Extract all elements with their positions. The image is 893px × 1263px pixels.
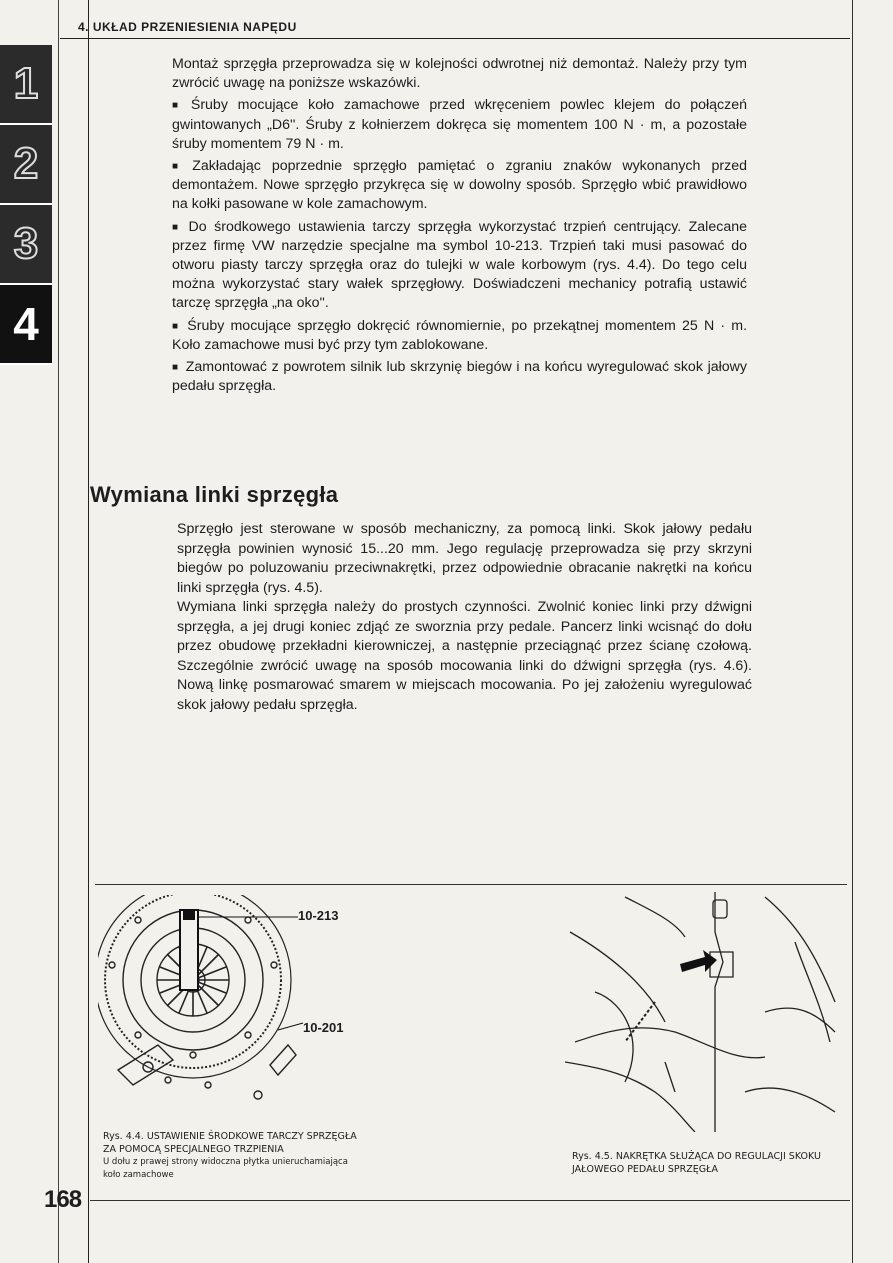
chapter-tabs bbox=[0, 45, 52, 365]
chapter-tab-1[interactable]: 1 bbox=[0, 45, 52, 125]
bullet-icon: ■ bbox=[172, 161, 186, 173]
section-paragraph: Wymiana linki sprzęgła należy do prostych czynności. Zwolnić koniec linki przy dźwigni sprzęgła, a jej drugi koniec zdjąć ze sworznia przy pedale. Pancerz linki wcisnąć do dołu przez obudowę przekładni kierowniczej, a następnie przeciągnąć przez ścianę czołową. Szczególnie zwrócić uwagę na sposób mocowania linki do dźwigni sprzęgła (rys. 4.6). Nową linkę posmarować smarem w miejscach mocowania. Po jej założeniu wyregulować skok jałowy pedału sprzęgła. bbox=[177, 599, 752, 713]
intro-paragraph: Montaż sprzęgła przeprowadza się w kolejności odwrotnej niż demontaż. Należy przy tym zwrócić uwagę na poniższe wskazówki. bbox=[172, 56, 747, 92]
page-number: 168 bbox=[44, 1186, 82, 1213]
left-margin-rule bbox=[88, 0, 89, 1263]
clutch-centering-illustration bbox=[98, 895, 318, 1125]
section-heading: Wymiana linki sprzęgła bbox=[90, 482, 339, 507]
header-rule bbox=[60, 38, 850, 39]
section-paragraph: Sprzęgło jest sterowane w sposób mechaniczny, za pomocą linki. Skok jałowy pedału sprzęgła powinien wynosić 15...20 mm. Jego regulację przeprowadza się przy skrzyni biegów po poluzowaniu przeciwnakrętki, przez odpowiednie obracanie nakrętki na końcu linki sprzęgła (rys. 4.5). bbox=[177, 521, 752, 596]
caption-title: JAŁOWEGO PEDAŁU SPRZĘGŁA bbox=[572, 1164, 718, 1175]
caption-note: U dołu z prawej strony widoczna płytka unieruchamiająca bbox=[103, 1157, 348, 1167]
bullet-paragraph: ■ Śruby mocujące koło zamachowe przed wkręceniem powlec klejem do połączeń gwintowanych „D6''. Śruby z kołnierzem dokręca się momentem 100 N · m, a pozostałe śruby momentem 79 N · m. bbox=[172, 97, 748, 152]
bullet-paragraph: ■ Do środkowego ustawienia tarczy sprzęgła wykorzystać trzpień centrujący. Zalecane przez firmę VW narzędzie specjalne ma symbol 10-213. Trzpień taki musi pasować do otworu piasty tarczy sprzęgła oraz do tulejki w wale korbowym (rys. 4.4). Do tego celu można wykorzystać stary wałek sprzęgłowy. Doświadczeni mechanicy potrafią ustawić tarczę sprzęgła „na oko''. bbox=[172, 218, 747, 312]
caption-title: Rys. 4.4. USTAWIENIE ŚRODKOWE TARCZY SPRZĘGŁA bbox=[103, 1131, 357, 1142]
right-margin-rule bbox=[852, 0, 853, 1263]
page-edge-line bbox=[58, 0, 59, 1263]
cable-nut-illustration bbox=[565, 892, 845, 1132]
caption-note: koło zamachowe bbox=[103, 1170, 174, 1180]
bullet-paragraph: ■ Zakładając poprzednie sprzęgło pamiętać o zgraniu znaków wykonanych przed demontażem. Nowe sprzęgło przykręca się w dowolny sposób. Sprzęgło wbić prawidłowo na kołki pasowane w kole zamachowym. bbox=[172, 158, 747, 213]
caption-title: ZA POMOCĄ SPECJALNEGO TRZPIENIA bbox=[103, 1144, 284, 1155]
bullet-icon: ■ bbox=[172, 221, 182, 233]
figure-4-5-caption bbox=[572, 1150, 821, 1176]
caption-title: Rys. 4.5. NAKRĘTKA SŁUŻĄCA DO REGULACJI SKOKU bbox=[572, 1151, 821, 1162]
chapter-tab-3[interactable]: 3 bbox=[0, 205, 52, 285]
tool-label-10-201: 10-201 bbox=[303, 1020, 344, 1035]
chapter-tab-4[interactable]: 4 bbox=[0, 285, 52, 365]
figure-4-4-caption bbox=[103, 1130, 357, 1182]
bullet-paragraph: ■ Zamontować z powrotem silnik lub skrzynię biegów i na końcu wyregulować skok jałowy pedału sprzęgła. bbox=[172, 359, 747, 395]
bullet-icon: ■ bbox=[172, 320, 181, 332]
bullet-icon: ■ bbox=[172, 100, 184, 112]
bullet-icon: ■ bbox=[172, 362, 179, 374]
chapter-title: 4. UKŁAD PRZENIESIENIA NAPĘDU bbox=[78, 20, 297, 34]
intro-text bbox=[172, 55, 747, 399]
figures-bottom-rule bbox=[90, 1200, 850, 1201]
section-text bbox=[177, 520, 752, 715]
chapter-tab-2[interactable]: 2 bbox=[0, 125, 52, 205]
bullet-paragraph: ■ Śruby mocujące sprzęgło dokręcić równomiernie, po przekątnej momentem 25 N · m. Koło zamachowe musi być przy tym zablokowane. bbox=[172, 317, 748, 353]
tool-label-10-213: 10-213 bbox=[298, 908, 339, 923]
figures-top-rule bbox=[95, 884, 847, 885]
